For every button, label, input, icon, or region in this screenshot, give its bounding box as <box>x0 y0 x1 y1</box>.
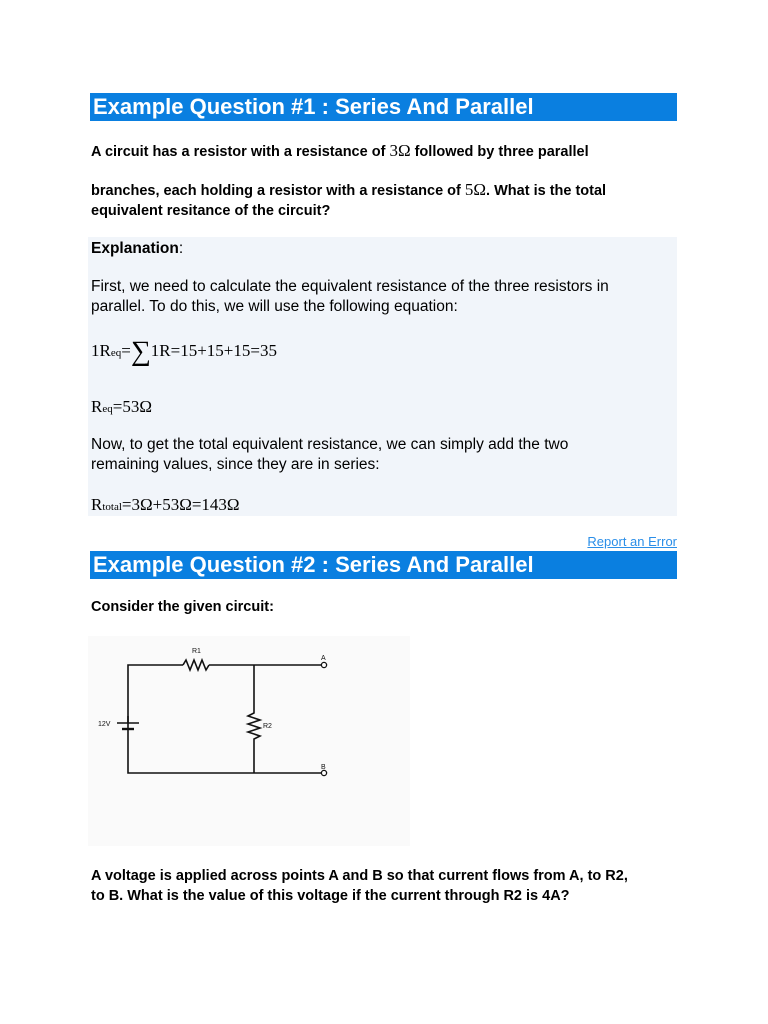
resistance-value: 3Ω <box>389 141 411 160</box>
question-2-title: Example Question #2 : Series And Parallel <box>90 551 677 579</box>
r1-label: R1 <box>192 648 201 655</box>
question-2-text-line-1: A voltage is applied across points A and B so that current flows from A, to R2, <box>91 868 628 884</box>
equation-2 <box>91 397 671 419</box>
circuit-diagram <box>88 636 410 846</box>
eq-part: 1R <box>91 341 111 360</box>
explanation-para-1-line-1: First, we need to calculate the equivalent resistance of the three resistors in <box>91 278 609 295</box>
question-2-text-line-2: to B. What is the value of this voltage if the current through R2 is 4A? <box>91 888 570 904</box>
node-b-label: B <box>321 764 326 771</box>
report-error-link[interactable]: Report an Error <box>587 534 677 549</box>
eq-part: 1R=15+15+15=35 <box>150 341 277 360</box>
explanation-para-2-line-1: Now, to get the total equivalent resistance, we can simply add the two <box>91 436 569 453</box>
question-2-intro: Consider the given circuit: <box>91 599 274 615</box>
eq-subscript: eq <box>110 347 122 359</box>
resistor-r2 <box>248 665 260 773</box>
question-1-text-line-1 <box>91 141 681 162</box>
explanation-para-2-line-2: remaining values, since they are in series: <box>91 456 380 473</box>
question-1-text-line-3: equivalent resitance of the circuit? <box>91 203 331 219</box>
explanation-label: Explanation <box>91 240 179 257</box>
question-1-text-line-2 <box>91 180 681 201</box>
battery-label: 12V <box>98 721 111 728</box>
eq-part: =53Ω <box>112 397 152 416</box>
r2-label: R2 <box>263 723 272 730</box>
eq-subscript: total <box>102 501 122 513</box>
circuit-svg <box>88 636 410 846</box>
node-a-label: A <box>321 655 326 662</box>
sigma-symbol: ∑ <box>130 336 151 367</box>
resistance-value: 5Ω <box>464 180 487 199</box>
resistor-r1 <box>183 660 209 670</box>
explanation-panel <box>88 237 677 516</box>
eq-part: =3Ω+53Ω=143Ω <box>121 495 240 514</box>
question-1-text: A circuit has a resistor with a resistance of <box>91 144 390 160</box>
wire-bottom <box>128 729 324 773</box>
equation-1 <box>91 336 671 367</box>
eq-subscript: eq <box>102 403 113 415</box>
eq-part: R <box>91 495 103 514</box>
question-1-text: followed by three parallel <box>410 144 589 160</box>
terminal-b <box>321 770 326 775</box>
eq-part: R <box>91 397 103 416</box>
equation-3 <box>91 495 671 517</box>
wire-top-left <box>128 665 183 728</box>
explanation-heading <box>91 239 671 259</box>
terminal-a <box>321 662 326 667</box>
eq-part: = <box>121 341 131 360</box>
question-1-text: . What is the total <box>486 183 607 199</box>
question-1-title: Example Question #1 : Series And Parallel <box>90 93 677 121</box>
question-1-text: branches, each holding a resistor with a resistance of <box>91 183 465 199</box>
explanation-colon: : <box>178 240 184 257</box>
explanation-para-1-line-2: parallel. To do this, we will use the following equation: <box>91 298 458 315</box>
